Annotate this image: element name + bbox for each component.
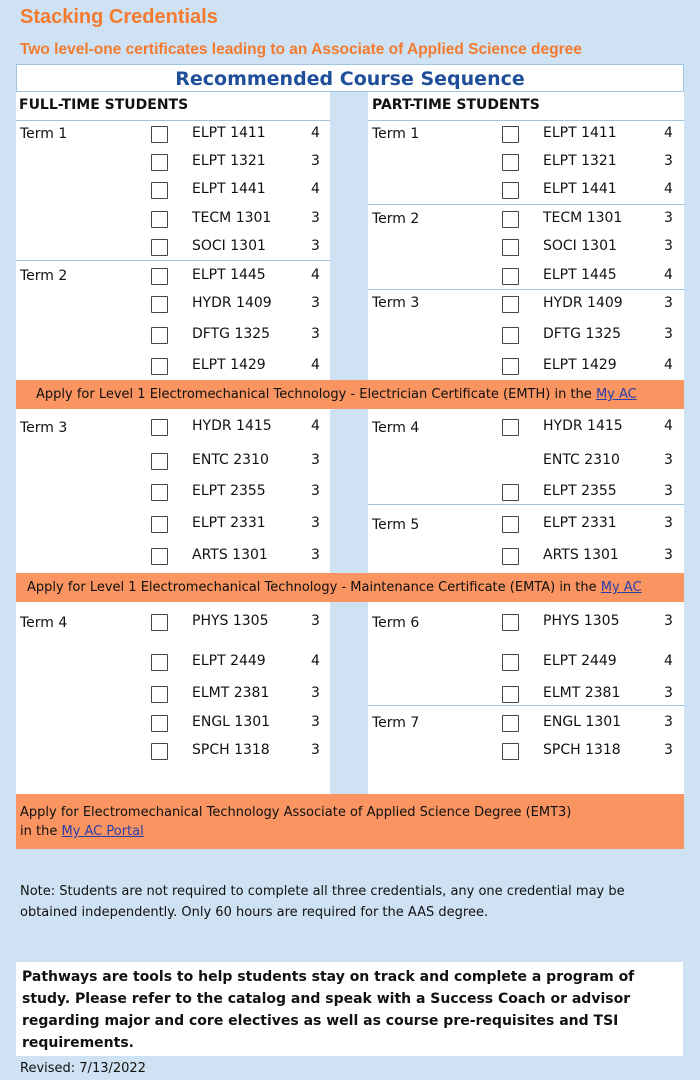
course-checkbox[interactable]	[502, 239, 519, 256]
course-checkbox[interactable]	[151, 239, 168, 256]
course-checkbox[interactable]	[151, 654, 168, 671]
divider	[368, 120, 684, 121]
divider	[368, 204, 684, 205]
fulltime-term-label: Term 2	[20, 268, 68, 284]
course-checkbox[interactable]	[151, 327, 168, 344]
divider	[368, 705, 684, 706]
course-checkbox[interactable]	[151, 614, 168, 631]
course-code: PHYS 1305	[192, 613, 269, 629]
course-code: ELPT 1445	[543, 267, 617, 283]
course-sequence-table	[16, 64, 684, 850]
credit-hours: 3	[664, 613, 673, 629]
parttime-term-label: Term 7	[372, 715, 420, 731]
credit-hours: 3	[664, 714, 673, 730]
credit-hours: 3	[311, 515, 320, 531]
course-code: SOCI 1301	[543, 238, 617, 254]
course-code: ELPT 1429	[192, 357, 266, 373]
banner-text: in the	[20, 824, 62, 839]
course-code: ENTC 2310	[543, 452, 620, 468]
parttime-heading: PART-TIME STUDENTS	[372, 97, 540, 113]
course-code: HYDR 1409	[192, 295, 272, 311]
course-checkbox[interactable]	[151, 126, 168, 143]
credit-hours: 3	[664, 326, 673, 342]
course-code: ELPT 1445	[192, 267, 266, 283]
course-checkbox[interactable]	[502, 516, 519, 533]
course-checkbox[interactable]	[502, 419, 519, 436]
credit-hours: 3	[311, 153, 320, 169]
my-ac-link[interactable]: My AC	[600, 580, 642, 595]
table-heading: Recommended Course Sequence	[16, 64, 684, 92]
note-text: Note: Students are not required to complete all three credentials, any one credential may be obtained independently. Only 60 hours are required for the AAS degree.	[20, 884, 625, 920]
credit-hours: 4	[664, 418, 673, 434]
course-checkbox[interactable]	[502, 296, 519, 313]
course-code: ELPT 1441	[543, 181, 617, 197]
course-checkbox[interactable]	[151, 715, 168, 732]
credit-hours: 3	[664, 547, 673, 563]
credit-hours: 3	[664, 295, 673, 311]
course-checkbox[interactable]	[151, 548, 168, 565]
course-checkbox[interactable]	[151, 516, 168, 533]
course-code: TECM 1301	[192, 210, 272, 226]
revised-date: Revised: 7/13/2022	[20, 1061, 146, 1076]
my-ac-link[interactable]: My AC	[595, 387, 637, 402]
course-checkbox[interactable]	[151, 154, 168, 171]
credit-hours: 3	[664, 210, 673, 226]
course-checkbox[interactable]	[502, 484, 519, 501]
course-code: DFTG 1325	[543, 326, 622, 342]
credit-hours: 3	[311, 714, 320, 730]
credit-hours: 3	[664, 483, 673, 499]
course-checkbox[interactable]	[502, 268, 519, 285]
course-checkbox[interactable]	[151, 743, 168, 760]
credit-hours: 3	[664, 153, 673, 169]
course-checkbox[interactable]	[502, 126, 519, 143]
course-checkbox[interactable]	[502, 327, 519, 344]
divider	[368, 289, 684, 290]
divider	[16, 260, 330, 261]
course-checkbox[interactable]	[151, 358, 168, 375]
credit-hours: 3	[311, 295, 320, 311]
course-code: ELPT 2355	[192, 483, 266, 499]
course-code: HYDR 1415	[192, 418, 272, 434]
course-code: ELPT 1321	[543, 153, 617, 169]
course-code: HYDR 1409	[543, 295, 623, 311]
course-checkbox[interactable]	[151, 182, 168, 199]
fulltime-term-label: Term 3	[20, 420, 68, 436]
course-checkbox[interactable]	[502, 182, 519, 199]
course-code: SOCI 1301	[192, 238, 266, 254]
credit-hours: 3	[664, 685, 673, 701]
course-checkbox[interactable]	[151, 686, 168, 703]
course-code: ELPT 1411	[192, 125, 266, 141]
course-code: ELPT 2449	[543, 653, 617, 669]
course-code: PHYS 1305	[543, 613, 620, 629]
credit-hours: 4	[311, 181, 320, 197]
credit-hours: 3	[311, 326, 320, 342]
course-code: DFTG 1325	[192, 326, 271, 342]
course-code: SPCH 1318	[192, 742, 270, 758]
credit-hours: 4	[664, 357, 673, 373]
maintenance-certificate-banner	[16, 573, 684, 602]
parttime-term-label: Term 4	[372, 420, 420, 436]
course-code: ARTS 1301	[192, 547, 268, 563]
course-code: ARTS 1301	[543, 547, 619, 563]
course-checkbox[interactable]	[151, 484, 168, 501]
course-checkbox[interactable]	[151, 419, 168, 436]
parttime-term-label: Term 5	[372, 517, 420, 533]
credit-hours: 4	[664, 125, 673, 141]
credit-hours: 4	[311, 267, 320, 283]
course-code: ELPT 1321	[192, 153, 266, 169]
course-code: HYDR 1415	[543, 418, 623, 434]
parttime-term-label: Term 2	[372, 211, 420, 227]
course-checkbox[interactable]	[151, 453, 168, 470]
course-code: ELMT 2381	[192, 685, 270, 701]
credit-hours: 4	[311, 357, 320, 373]
credit-hours: 4	[664, 181, 673, 197]
course-code: ELPT 2449	[192, 653, 266, 669]
credit-hours: 3	[311, 210, 320, 226]
banner-text: Apply for Level 1 Electromechanical Technology - Maintenance Certificate (EMTA) in the	[27, 580, 601, 595]
course-checkbox[interactable]	[151, 296, 168, 313]
course-code: ELPT 2355	[543, 483, 617, 499]
course-checkbox[interactable]	[502, 743, 519, 760]
my-ac-portal-link[interactable]: My AC Portal	[61, 824, 144, 839]
parttime-term-label: Term 6	[372, 615, 420, 631]
course-code: ELPT 1411	[543, 125, 617, 141]
course-checkbox[interactable]	[502, 211, 519, 228]
course-checkbox[interactable]	[502, 548, 519, 565]
degree-banner	[16, 794, 684, 849]
credit-hours: 3	[311, 685, 320, 701]
course-code: SPCH 1318	[543, 742, 621, 758]
divider	[16, 120, 330, 121]
divider	[368, 504, 684, 505]
course-code: ELPT 2331	[543, 515, 617, 531]
course-code: ENGL 1301	[543, 714, 622, 730]
fulltime-term-label: Term 1	[20, 126, 68, 142]
credit-hours: 3	[664, 742, 673, 758]
credit-hours: 4	[311, 653, 320, 669]
credit-hours: 4	[311, 125, 320, 141]
parttime-term-label: Term 3	[372, 295, 420, 311]
course-checkbox[interactable]	[502, 686, 519, 703]
credit-hours: 3	[311, 547, 320, 563]
course-code: ELMT 2381	[543, 685, 621, 701]
course-code: ELPT 1429	[543, 357, 617, 373]
credit-hours: 3	[311, 483, 320, 499]
credit-hours: 4	[311, 418, 320, 434]
course-code: ENGL 1301	[192, 714, 271, 730]
electrician-certificate-banner	[16, 380, 684, 409]
course-checkbox[interactable]	[151, 211, 168, 228]
credit-hours: 3	[311, 613, 320, 629]
parttime-term-label: Term 1	[372, 126, 420, 142]
credit-hours: 4	[664, 653, 673, 669]
course-checkbox[interactable]	[502, 154, 519, 171]
page-subtitle: Two level-one certificates leading to an Associate of Applied Science degree	[20, 41, 582, 58]
course-checkbox[interactable]	[502, 654, 519, 671]
credit-hours: 4	[664, 267, 673, 283]
course-code: ELPT 2331	[192, 515, 266, 531]
credit-hours: 3	[311, 452, 320, 468]
course-checkbox[interactable]	[502, 358, 519, 375]
course-checkbox[interactable]	[502, 715, 519, 732]
credit-hours: 3	[311, 238, 320, 254]
course-code: TECM 1301	[543, 210, 623, 226]
page-title: Stacking Credentials	[20, 6, 218, 28]
credit-hours: 3	[664, 452, 673, 468]
course-checkbox[interactable]	[151, 268, 168, 285]
credit-hours: 3	[664, 515, 673, 531]
fulltime-term-label: Term 4	[20, 615, 68, 631]
credit-hours: 3	[311, 742, 320, 758]
course-code: ELPT 1441	[192, 181, 266, 197]
course-checkbox[interactable]	[502, 614, 519, 631]
credit-hours: 3	[664, 238, 673, 254]
banner-text: Apply for Level 1 Electromechanical Technology - Electrician Certificate (EMTH) in the	[36, 387, 596, 402]
course-code: ENTC 2310	[192, 452, 269, 468]
fulltime-heading: FULL-TIME STUDENTS	[19, 97, 189, 113]
banner-text: Apply for Electromechanical Technology Associate of Applied Science Degree (EMT3)	[20, 805, 572, 820]
pathways-notice: Pathways are tools to help students stay on track and complete a program of study. Please refer to the catalog and speak with a Success Coach or advisor regarding major and core electives as well as course pre-requisites and TSI requirements.	[16, 962, 683, 1056]
